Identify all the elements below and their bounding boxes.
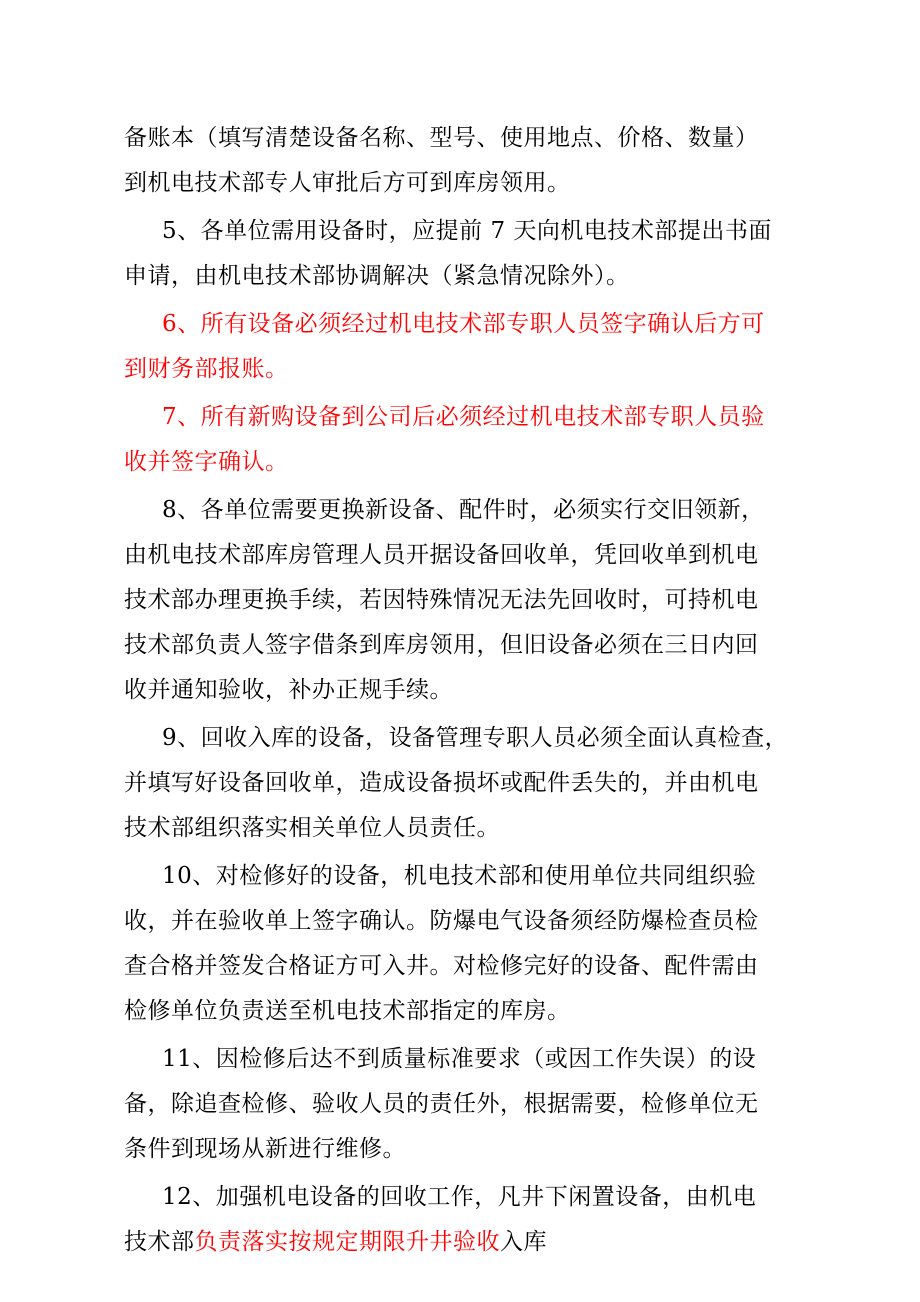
text-line: 收并通知验收，补办正规手续。 <box>124 677 453 703</box>
text-line: 技术部组织落实相关单位人员责任。 <box>124 815 500 841</box>
text-line: 5、各单位需用设备时，应提前 7 天向机电技术部提出书面 <box>162 218 772 244</box>
text-line: 并填写好设备回收单，造成设备损坏或配件丢失的，并由机电 <box>124 770 759 796</box>
text-line-mixed <box>124 1220 804 1265</box>
text-line: 备，除追查检修、验收人员的责任外，根据需要，检修单位无 <box>124 1091 759 1117</box>
text-line: 12、加强机电设备的回收工作，凡井下闲置设备，由机电 <box>162 1184 757 1210</box>
document-body <box>124 116 804 1268</box>
text-line: 11、因检修后达不到质量标准要求（或因工作失误）的设 <box>162 1046 757 1072</box>
text-line: 条件到现场从新进行维修。 <box>124 1136 406 1162</box>
text-line: 6、所有设备必须经过机电技术部专职人员签字确认后方可 <box>162 311 765 337</box>
text-line: 8、各单位需要更换新设备、配件时，必须实行交旧领新， <box>162 497 765 523</box>
paragraph-item-5 <box>124 209 804 299</box>
paragraph-item-10 <box>124 854 804 1034</box>
text-line: 备账本（填写清楚设备名称、型号、使用地点、价格、数量） <box>124 125 759 151</box>
text-line: 由机电技术部库房管理人员开据设备回收单，凭回收单到机电 <box>124 542 759 568</box>
text-line: 查合格并签发合格证方可入井。对检修完好的设备、配件需由 <box>124 953 759 979</box>
text-line: 检修单位负责送至机电技术部指定的库房。 <box>124 998 571 1024</box>
paragraph-item-8 <box>124 488 804 713</box>
text-line: 到机电技术部专人审批后方可到库房领用。 <box>124 170 571 196</box>
text-line: 申请，由机电技术部协调解决（紧急情况除外）。 <box>124 263 630 289</box>
highlighted-text-segment: 负责落实按规定期限升井验收 <box>194 1229 500 1255</box>
paragraph-item-7 <box>124 395 804 485</box>
text-line: 7、所有新购设备到公司后必须经过机电技术部专职人员验 <box>162 404 765 430</box>
text-line: 10、对检修好的设备，机电技术部和使用单位共同组织验 <box>162 863 757 889</box>
text-segment: 技术部 <box>124 1229 195 1255</box>
text-line: 收并签字确认。 <box>124 449 289 475</box>
text-segment: 入库 <box>500 1229 547 1255</box>
paragraph-item-9 <box>124 716 804 851</box>
paragraph-continuation <box>124 116 804 206</box>
text-line: 到财务部报账。 <box>124 356 289 382</box>
paragraph-item-12 <box>124 1175 804 1265</box>
text-line: 技术部办理更换手续，若因特殊情况无法先回收时，可持机电 <box>124 587 759 613</box>
paragraph-item-11 <box>124 1037 804 1172</box>
text-line: 收，并在验收单上签字确认。防爆电气设备须经防爆检查员检 <box>124 908 759 934</box>
text-line: 9、回收入库的设备，设备管理专职人员必须全面认真检查， <box>162 725 789 751</box>
paragraph-item-6 <box>124 302 804 392</box>
text-line: 技术部负责人签字借条到库房领用，但旧设备必须在三日内回 <box>124 632 759 658</box>
